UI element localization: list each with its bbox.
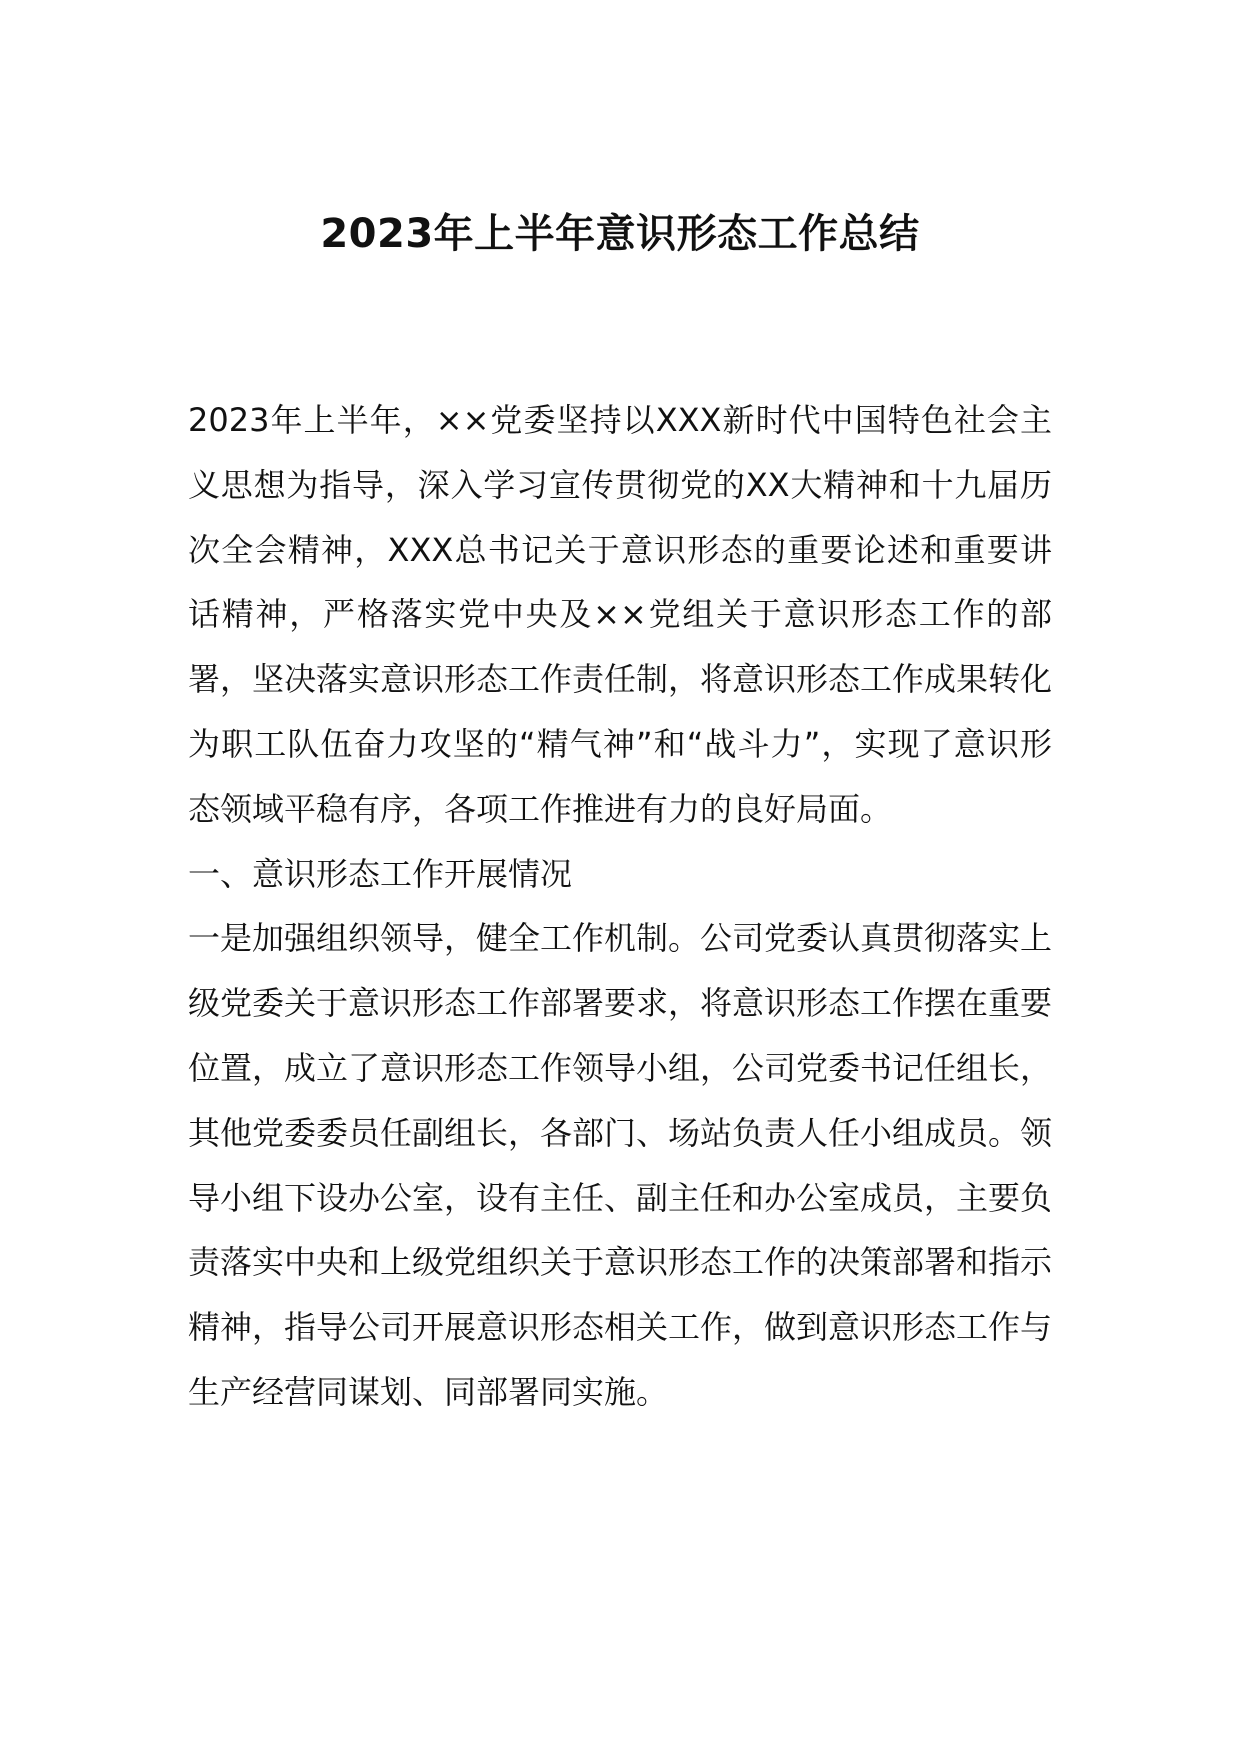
intro-paragraph: 2023年上半年，××党委坚持以XXX新时代中国特色社会主义思想为指导，深入学习宣传贯彻党的XX大精神和十九届历次全会精神，XXX总书记关于意识形态的重要论述和重要讲话精神，严格落实党中央及××党组关于意识形态工作的部署，坚决落实意识形态工作责任制，将意识形态工作成果转化为职工队伍奋力攻坚的“精气神”和“战斗力”，实现了意识形态领域平稳有序，各项工作推进有力的良好局面。 — [188, 401, 1053, 828]
section-heading: 一、意识形态工作开展情况 — [188, 854, 573, 893]
section-paragraph: 一是加强组织领导，健全工作机制。公司党委认真贯彻落实上级党委关于意识形态工作部署要求，将意识形态工作摆在重要位置，成立了意识形态工作领导小组，公司党委书记任组长，其他党委委员任副组长，各部门、场站负责人任小组成员。领导小组下设办公室，设有主任、副主任和办公室成员，主要负责落实中央和上级党组织关于意识形态工作的决策部署和指示精神，指导公司开展意识形态相关工作，做到意识形态工作与生产经营同谋划、同部署同实施。 — [188, 919, 1053, 1411]
document-title: 2023年上半年意识形态工作总结 — [320, 211, 920, 257]
document-body — [188, 388, 1052, 1425]
